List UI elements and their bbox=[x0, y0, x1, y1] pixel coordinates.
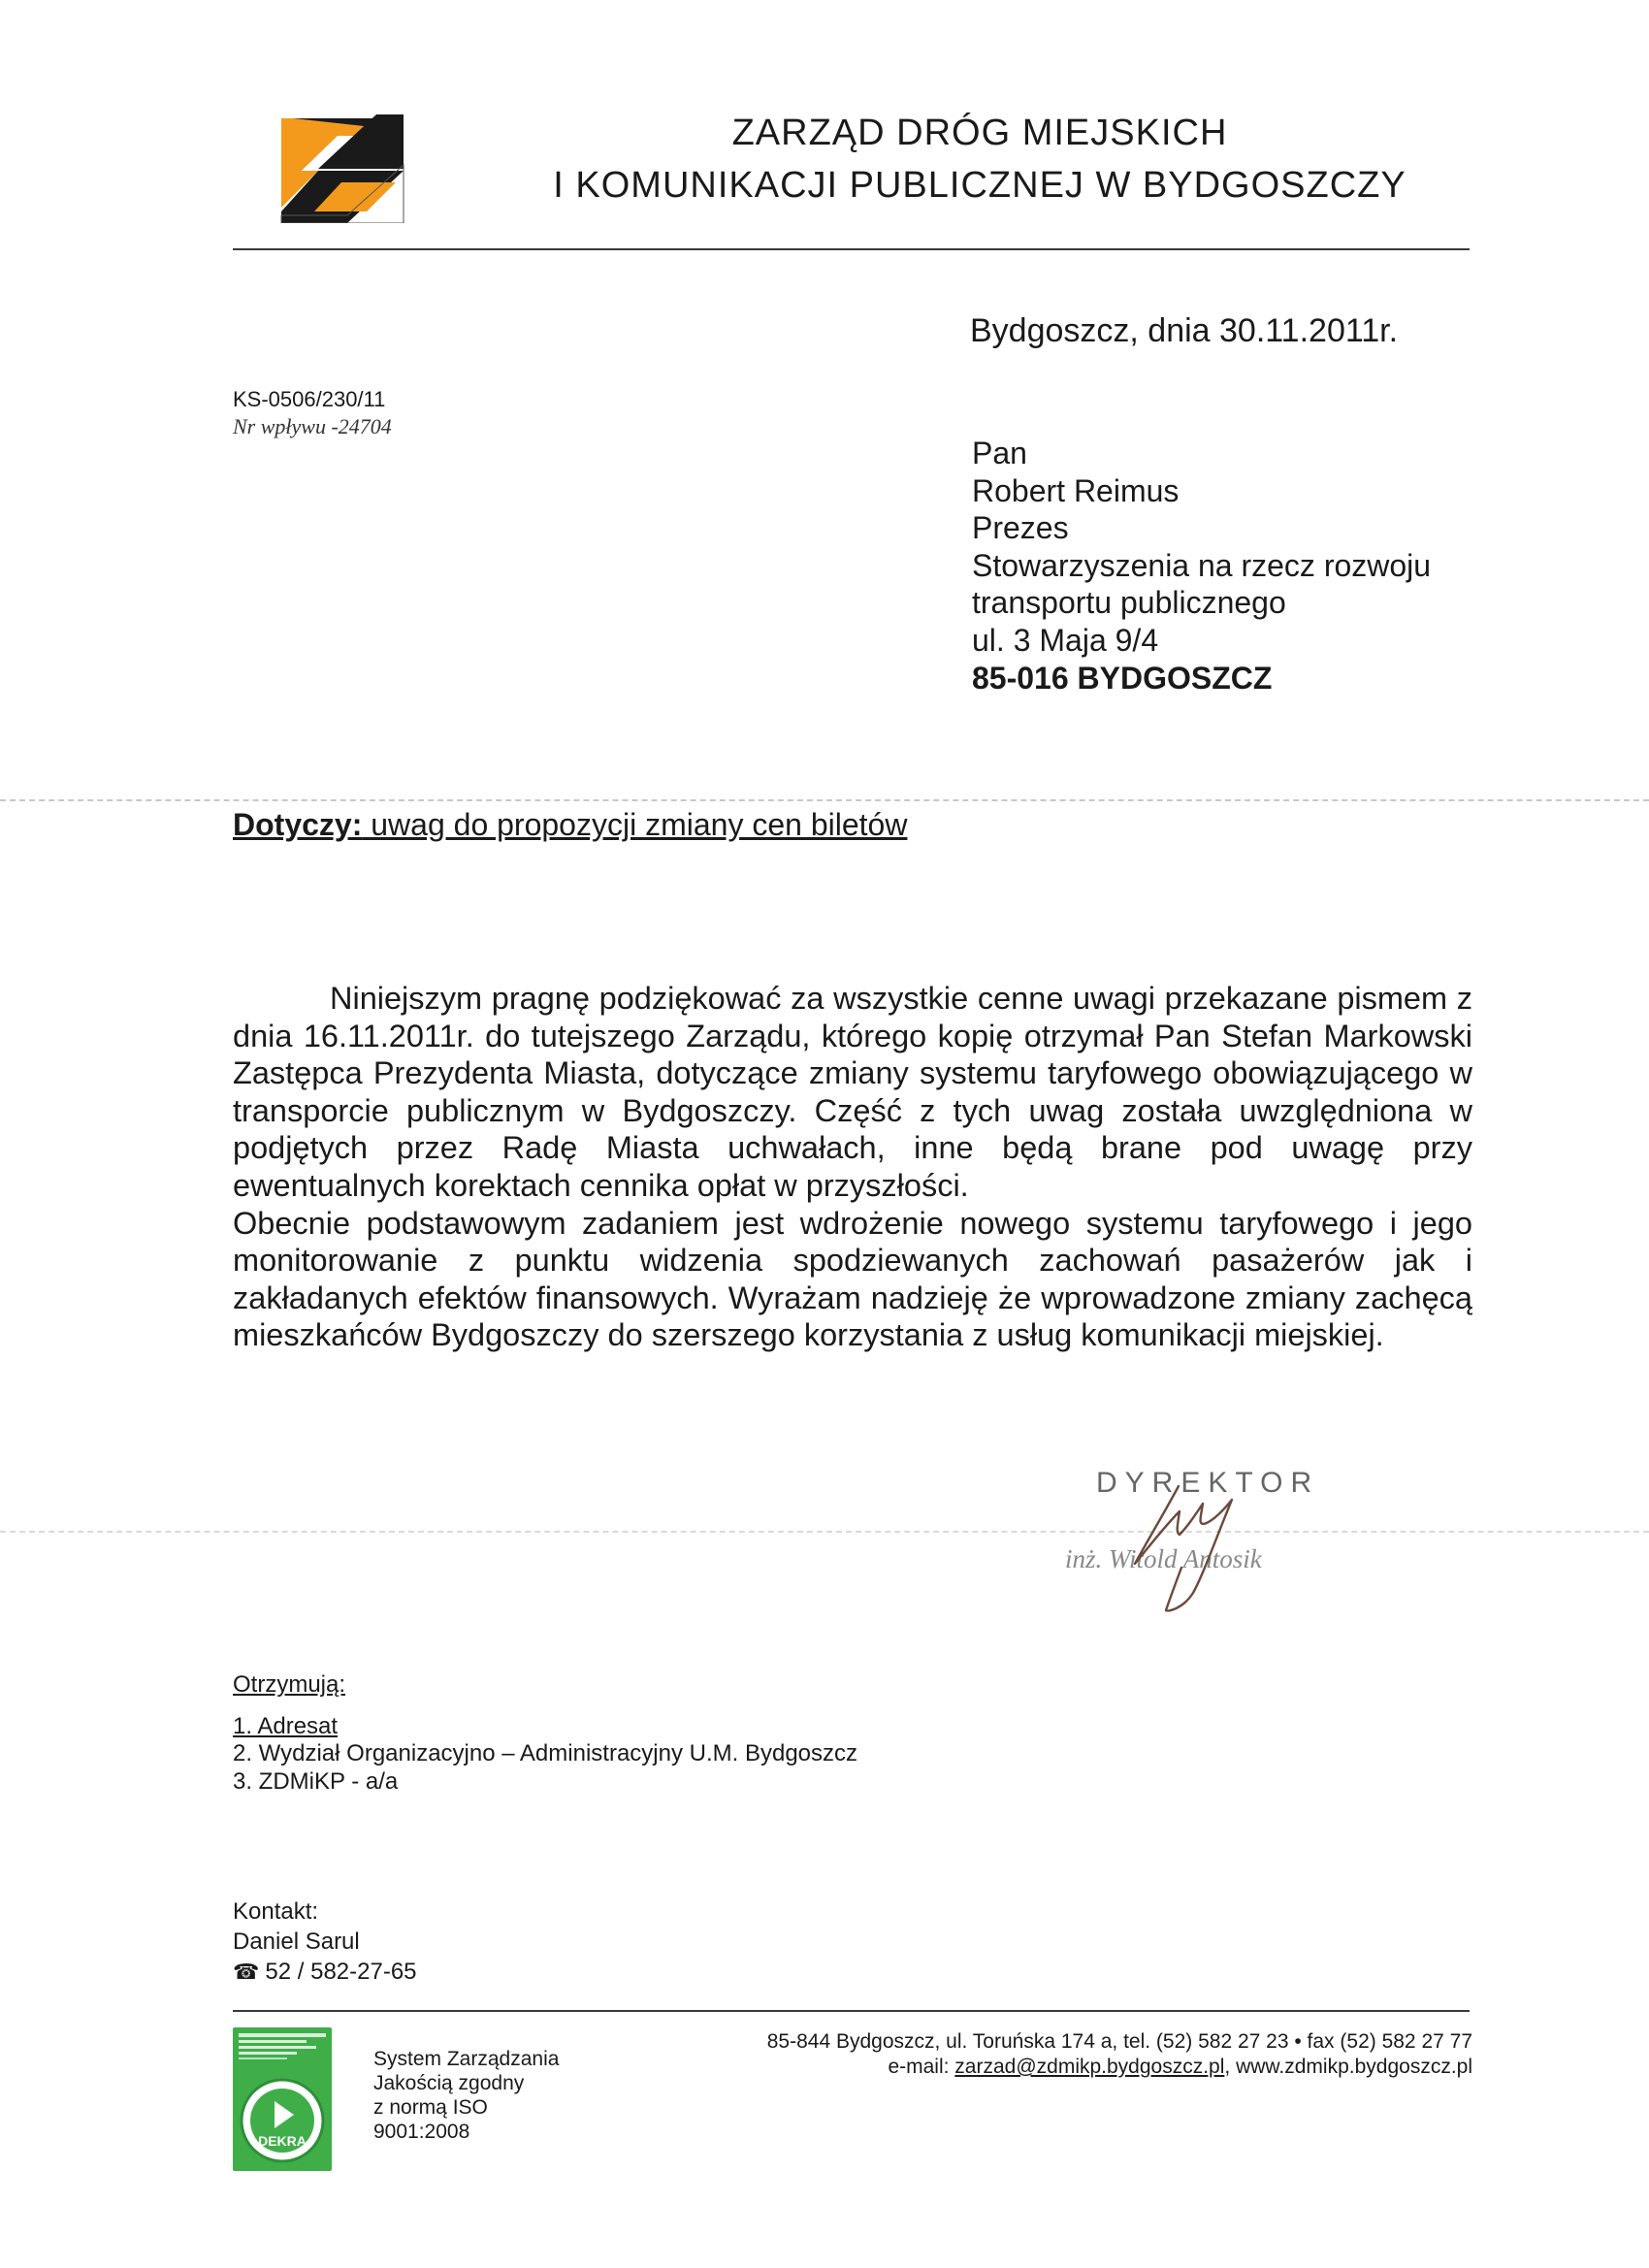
signature-name: inż. Witold Antosik bbox=[1065, 1544, 1262, 1573]
recipients-heading: Otrzymują: bbox=[233, 1671, 346, 1698]
body-paragraph: Obecnie podstawowym zadaniem jest wdrożenie nowego systemu taryfowego i jego monitorowanie z punktu widzenia spodziewanych zachowań pasażerów jak i zakładanych efektów finansowych. Wyrażam nadzieję że wprowadzone zmiany zachęcą mieszkańców Bydgoszczy do szerszego korzystania z usług komunikacji miejskiej. bbox=[233, 1205, 1472, 1353]
fold-line bbox=[0, 1531, 1649, 1533]
letter-date: Bydgoszcz, dnia 30.11.2011r. bbox=[970, 312, 1399, 349]
email-link[interactable]: zarzad@zdmikp.bydgoszcz.pl bbox=[954, 2056, 1225, 2078]
website-link[interactable]: , www.zdmikp.bydgoszcz.pl bbox=[1224, 2056, 1472, 2078]
footer-address-line: 85-844 Bydgoszcz, ul. Toruńska 174 a, tel. (52) 582 27 23 • fax (52) 582 27 77 bbox=[766, 2030, 1472, 2053]
zdmikp-logo-icon bbox=[279, 114, 405, 223]
contact-block bbox=[233, 1896, 417, 1987]
body-paragraph: Niniejszym pragnę podziękować za wszystkie cenne uwagi przekazane pismem z dnia 16.11.2011r. do tutejszego Zarządu, którego kopię otrzymał Pan Stefan Markowski Zastępca Prezydenta Miasta, dotyczące zmiany systemu taryfowego obowiązującego w transporcie publicznym w Bydgoszczy. Część z tych uwag została uwzględniona w podjętych przez Radę Miasta uchwałach, inne będą brane pod uwagę przy ewentualnych korektach cennika opłat w przyszłości. bbox=[233, 981, 1472, 1203]
contact-phone bbox=[233, 1957, 417, 1987]
fold-line bbox=[0, 799, 1649, 801]
organization-name-line1: ZARZĄD DRÓG MIEJSKICH bbox=[731, 113, 1228, 153]
cert-line: 9001:2008 bbox=[373, 2121, 470, 2143]
organization-name bbox=[466, 107, 1494, 211]
footer-address bbox=[767, 2029, 1472, 2080]
subject-text: uwag do propozycji zmiany cen biletów bbox=[362, 807, 908, 842]
subject-line bbox=[233, 807, 907, 843]
telephone-icon: ☎ bbox=[233, 1960, 260, 1984]
recipient-item: 1. Adresat bbox=[233, 1712, 339, 1739]
reference-block bbox=[233, 386, 392, 440]
recipients-block bbox=[233, 1671, 857, 1796]
addressee-block bbox=[972, 435, 1431, 697]
case-number: KS-0506/230/11 bbox=[233, 387, 386, 411]
organization-name-line2: I KOMUNIKACJI PUBLICZNEJ W BYDGOSZCZY bbox=[553, 165, 1406, 206]
cert-line: Jakością zgodny bbox=[373, 2072, 525, 2094]
contact-phone-number: 52 / 582-27-65 bbox=[265, 1959, 417, 1985]
certification-text bbox=[373, 2047, 559, 2144]
cert-line: System Zarządzania bbox=[373, 2048, 560, 2070]
contact-name: Daniel Sarul bbox=[233, 1928, 360, 1955]
footer-divider bbox=[233, 2010, 1470, 2012]
addressee-line: ul. 3 Maja 9/4 bbox=[972, 622, 1159, 658]
addressee-line: transportu publicznego bbox=[972, 585, 1286, 621]
cert-line: z normą ISO bbox=[373, 2096, 488, 2119]
letter-body bbox=[233, 980, 1472, 1354]
header-divider bbox=[233, 248, 1470, 250]
signature-title: DYREKTOR bbox=[1096, 1467, 1320, 1499]
badge-label: DEKRA bbox=[258, 2133, 307, 2149]
footer-contact-line bbox=[767, 2055, 1472, 2080]
iso-certification-badge bbox=[233, 2027, 332, 2171]
email-prefix: e-mail: bbox=[888, 2056, 955, 2078]
recipient-item: 2. Wydział Organizacyjno – Administracyjny U.M. Bydgoszcz bbox=[233, 1740, 858, 1766]
addressee-postal-city: 85-016 BYDGOSZCZ bbox=[972, 660, 1273, 696]
addressee-line: Robert Reimus bbox=[972, 472, 1180, 508]
handwritten-signature bbox=[1086, 1474, 1280, 1620]
addressee-line: Pan bbox=[972, 436, 1027, 470]
addressee-line: Stowarzyszenia na rzecz rozwoju bbox=[972, 547, 1432, 583]
recipient-item: 3. ZDMiKP - a/a bbox=[233, 1767, 399, 1795]
subject-label: Dotyczy: bbox=[233, 807, 363, 842]
inbox-number: Nr wpływu -24704 bbox=[233, 414, 392, 438]
addressee-line: Prezes bbox=[972, 510, 1069, 546]
contact-heading: Kontakt: bbox=[233, 1898, 319, 1925]
